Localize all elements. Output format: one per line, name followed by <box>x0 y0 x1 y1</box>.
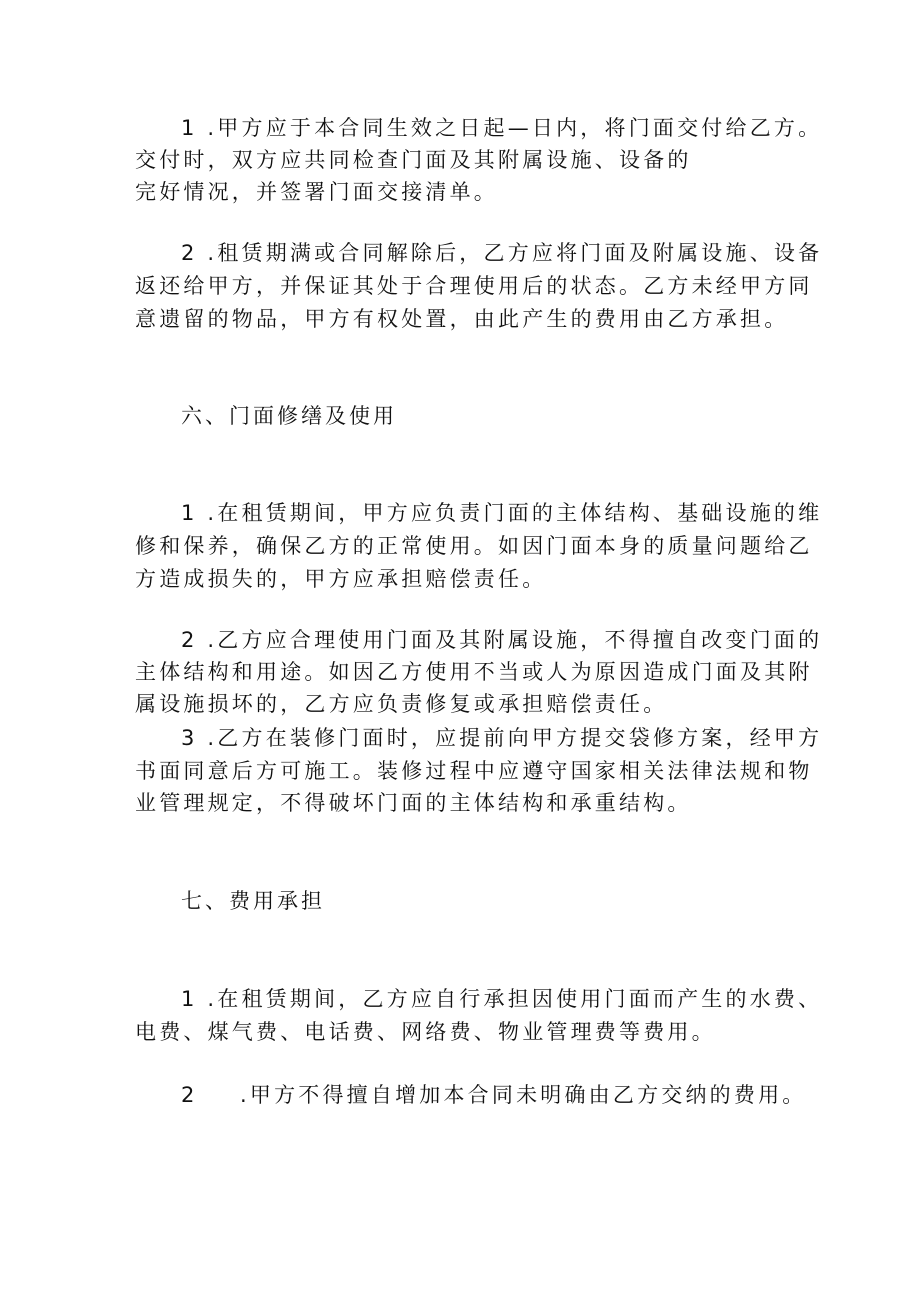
s6-item1-line2: 修和保养，确保乙方的正常使用。如因门面本身的质量问题给乙 <box>135 534 813 558</box>
s5-item1-line2: 交付时，双方应共同检查门面及其附属设施、设备的 <box>135 148 692 172</box>
s5-item1-line1: 1 .甲方应于本合同生效之日起—日内，将门面交付给乙方。 <box>181 116 823 140</box>
s5-item2-line2: 返还给甲方，并保证其处于合理使用后的状态。乙方未经甲方同 <box>135 274 813 298</box>
s6-item2-line1: 2 .乙方应合理使用门面及其附属设施，不得擅自改变门面的 <box>181 628 823 652</box>
section-7-heading: 七、费用承担 <box>181 889 325 913</box>
s6-item3-line3: 业管理规定，不得破坏门面的主体结构和承重结构。 <box>135 791 692 815</box>
s6-item3-line1: 3 .乙方在装修门面时，应提前向甲方提交袋修方案，经甲方 <box>181 726 823 750</box>
s7-item2-text: .甲方不得擅自增加本合同未明确由乙方交纳的费用。 <box>240 1083 807 1107</box>
s7-item1-line1: 1 .在租赁期间，乙方应自行承担因使用门面而产生的水费、 <box>181 987 823 1011</box>
s6-item1-line3: 方造成损失的，甲方应承担赔偿责任。 <box>135 567 547 591</box>
s5-item2-line1: 2 .租赁期满或合同解除后，乙方应将门面及附属设施、设备 <box>181 241 823 265</box>
s6-item2-line2: 主体结构和用途。如因乙方使用不当或人为原因造成门面及其附 <box>135 660 813 684</box>
s6-item3-line2: 书面同意后方可施工。装修过程中应遵守国家相关法律法规和物 <box>135 759 813 783</box>
section-6-heading: 六、门面修缮及使用 <box>181 404 397 428</box>
s6-item1-line1: 1 .在租赁期间，甲方应负责门面的主体结构、基础设施的维 <box>181 501 823 525</box>
s7-item1-line2: 电费、煤气费、电话费、网络费、物业管理费等费用。 <box>135 1020 716 1044</box>
s6-item2-line3: 属设施损坏的，乙方应负责修复或承担赔偿责任。 <box>135 692 668 716</box>
s5-item2-line3: 意遗留的物品，甲方有权处置，由此产生的费用由乙方承担。 <box>135 307 789 331</box>
s7-item2-number: 2 <box>181 1083 198 1107</box>
s5-item1-line3: 完好情况，并签署门面交接清单。 <box>135 180 498 204</box>
